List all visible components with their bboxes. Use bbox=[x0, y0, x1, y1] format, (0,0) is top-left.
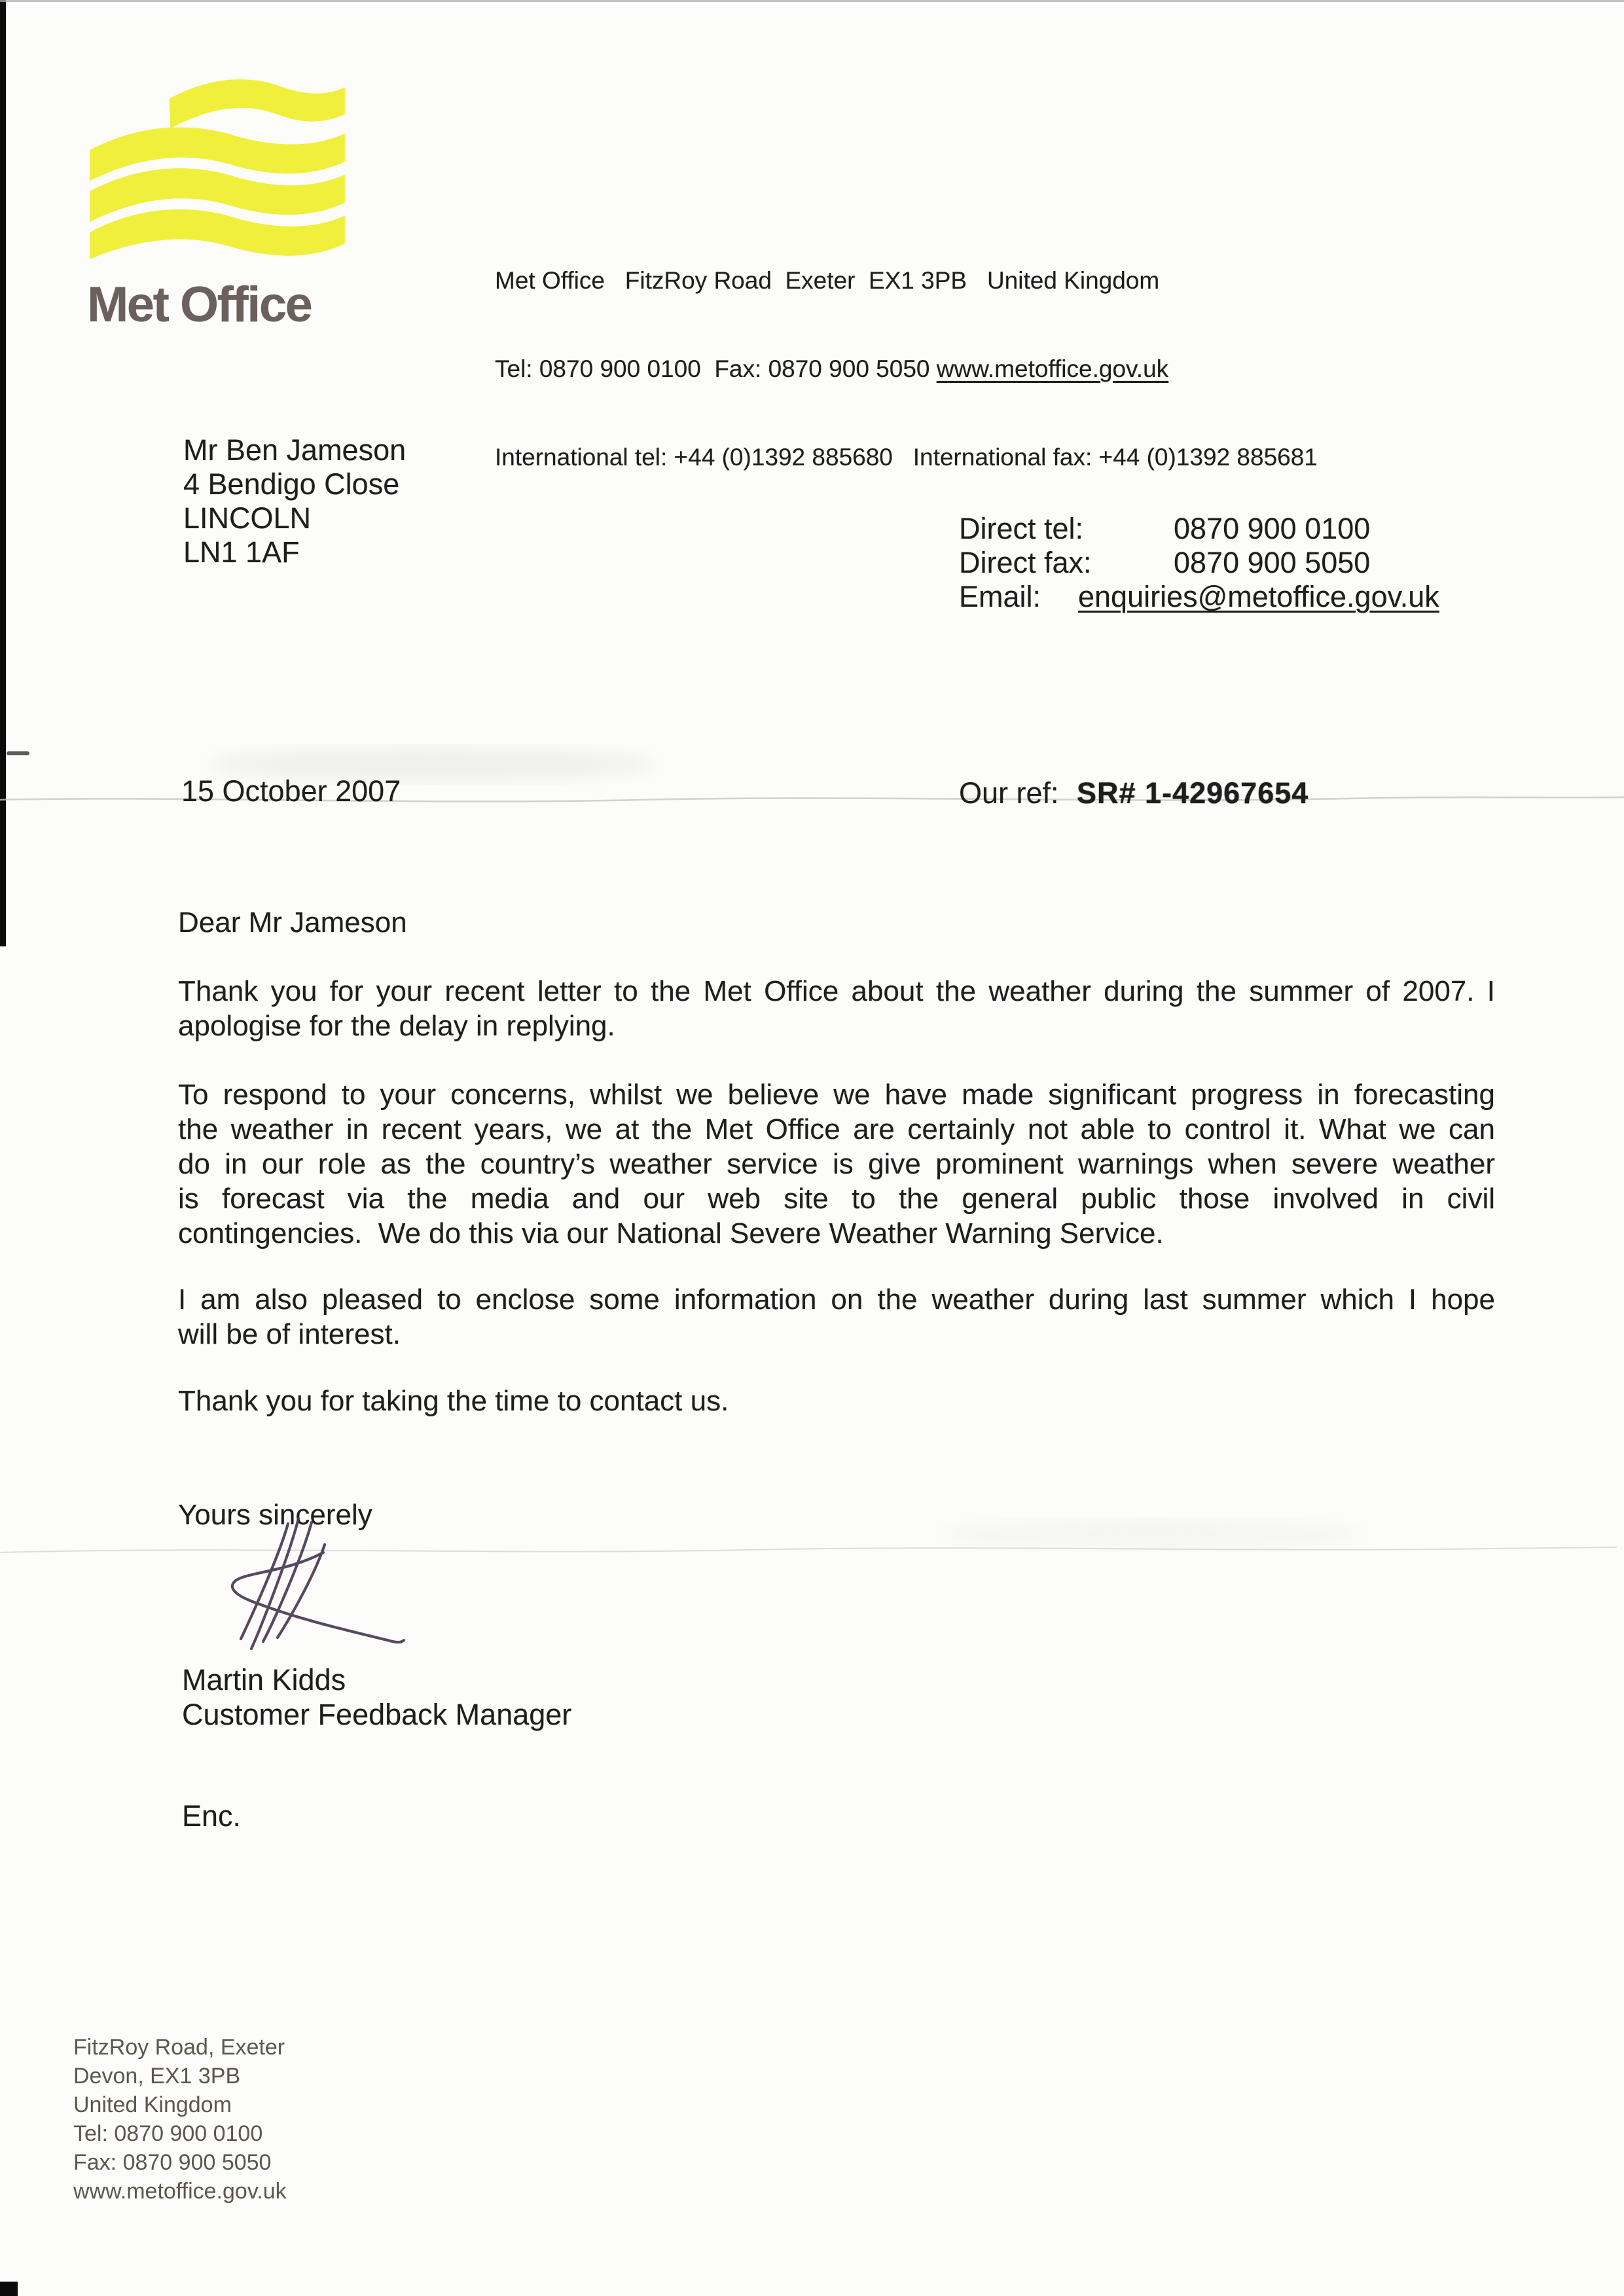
scan-mark-bottom-left bbox=[0, 2282, 18, 2296]
paragraph-3-line: will be of interest. bbox=[178, 1318, 401, 1350]
paragraph-3-line: I am also pleased to enclose some information on the weather during last summer which I hope bbox=[178, 1283, 1495, 1316]
letterhead-website-link: www.metoffice.gov.uk bbox=[936, 355, 1169, 382]
paragraph-4: Thank you for taking the time to contact us. bbox=[178, 1385, 729, 1417]
paragraph-2-line: To respond to your concerns, whilst we believe we have made significant progress in forecasting bbox=[178, 1079, 1495, 1111]
email-label: Email: bbox=[959, 580, 1041, 613]
recipient-name: Mr Ben Jameson bbox=[183, 433, 406, 467]
letterhead-telfax-line bbox=[495, 354, 1318, 384]
salutation: Dear Mr Jameson bbox=[178, 906, 407, 939]
signature bbox=[228, 1516, 406, 1650]
recipient-address-block bbox=[183, 433, 406, 569]
paragraph-1-line: Thank you for your recent letter to the Met Office about the weather during the summer of 2007. I bbox=[178, 975, 1495, 1007]
footer-country: United Kingdom bbox=[73, 2092, 232, 2117]
ref-value: SR# 1-42967654 bbox=[1077, 776, 1309, 810]
met-office-wordmark: Met Office bbox=[87, 277, 312, 332]
recipient-postcode: LN1 1AF bbox=[183, 535, 300, 569]
letterhead-contact-block bbox=[495, 207, 1318, 531]
footer-address-block bbox=[73, 2033, 287, 2206]
direct-fax-value: 0870 900 5050 bbox=[1174, 546, 1371, 579]
letterhead-address-line: Met Office FitzRoy Road Exeter EX1 3PB United Kingdom bbox=[495, 267, 1160, 294]
scan-mark-left bbox=[7, 751, 29, 755]
direct-fax-label: Direct fax: bbox=[959, 546, 1092, 579]
scan-edge-artifact-top bbox=[0, 0, 1624, 2]
direct-tel-value: 0870 900 0100 bbox=[1174, 512, 1371, 545]
paragraph-2-line: contingencies. We do this via our National Severe Weather Warning Service. bbox=[178, 1217, 1164, 1249]
signatory-name: Martin Kidds bbox=[182, 1663, 346, 1696]
footer-county: Devon, EX1 3PB bbox=[73, 2064, 241, 2089]
letterhead-international-line: International tel: +44 (0)1392 885680 International fax: +44 (0)1392 885681 bbox=[495, 444, 1318, 471]
paragraph-2-line: is forecast via the media and our web site to the general public those involved in civil bbox=[178, 1183, 1495, 1215]
footer-street: FitzRoy Road, Exeter bbox=[73, 2035, 285, 2060]
email-value: enquiries@metoffice.gov.uk bbox=[1078, 580, 1439, 613]
recipient-street: 4 Bendigo Close bbox=[183, 467, 400, 501]
letterhead-telfax-text: Tel: 0870 900 0100 Fax: 0870 900 5050 bbox=[495, 355, 937, 382]
footer-website: www.metoffice.gov.uk bbox=[73, 2179, 287, 2204]
ref-label: Our ref: bbox=[959, 776, 1059, 810]
scan-edge-artifact-left bbox=[0, 0, 6, 946]
met-office-flag-icon bbox=[88, 72, 345, 259]
paragraph-2-line: the weather in recent years, we at the Met Office are certainly not able to control it. What we can bbox=[178, 1113, 1495, 1145]
direct-tel-label: Direct tel: bbox=[959, 512, 1084, 545]
footer-fax: Fax: 0870 900 5050 bbox=[73, 2150, 272, 2175]
closing: Yours sincerely bbox=[178, 1499, 372, 1531]
footer-tel: Tel: 0870 900 0100 bbox=[73, 2121, 263, 2146]
letter-date: 15 October 2007 bbox=[181, 774, 401, 808]
recipient-city: LINCOLN bbox=[183, 501, 312, 535]
signatory-title: Customer Feedback Manager bbox=[182, 1698, 572, 1731]
paragraph-1-line: apologise for the delay in replying. bbox=[178, 1010, 615, 1042]
paragraph-2-line: do in our role as the country’s weather service is give prominent warnings when severe weather bbox=[178, 1148, 1495, 1180]
enclosure-note: Enc. bbox=[182, 1799, 242, 1833]
